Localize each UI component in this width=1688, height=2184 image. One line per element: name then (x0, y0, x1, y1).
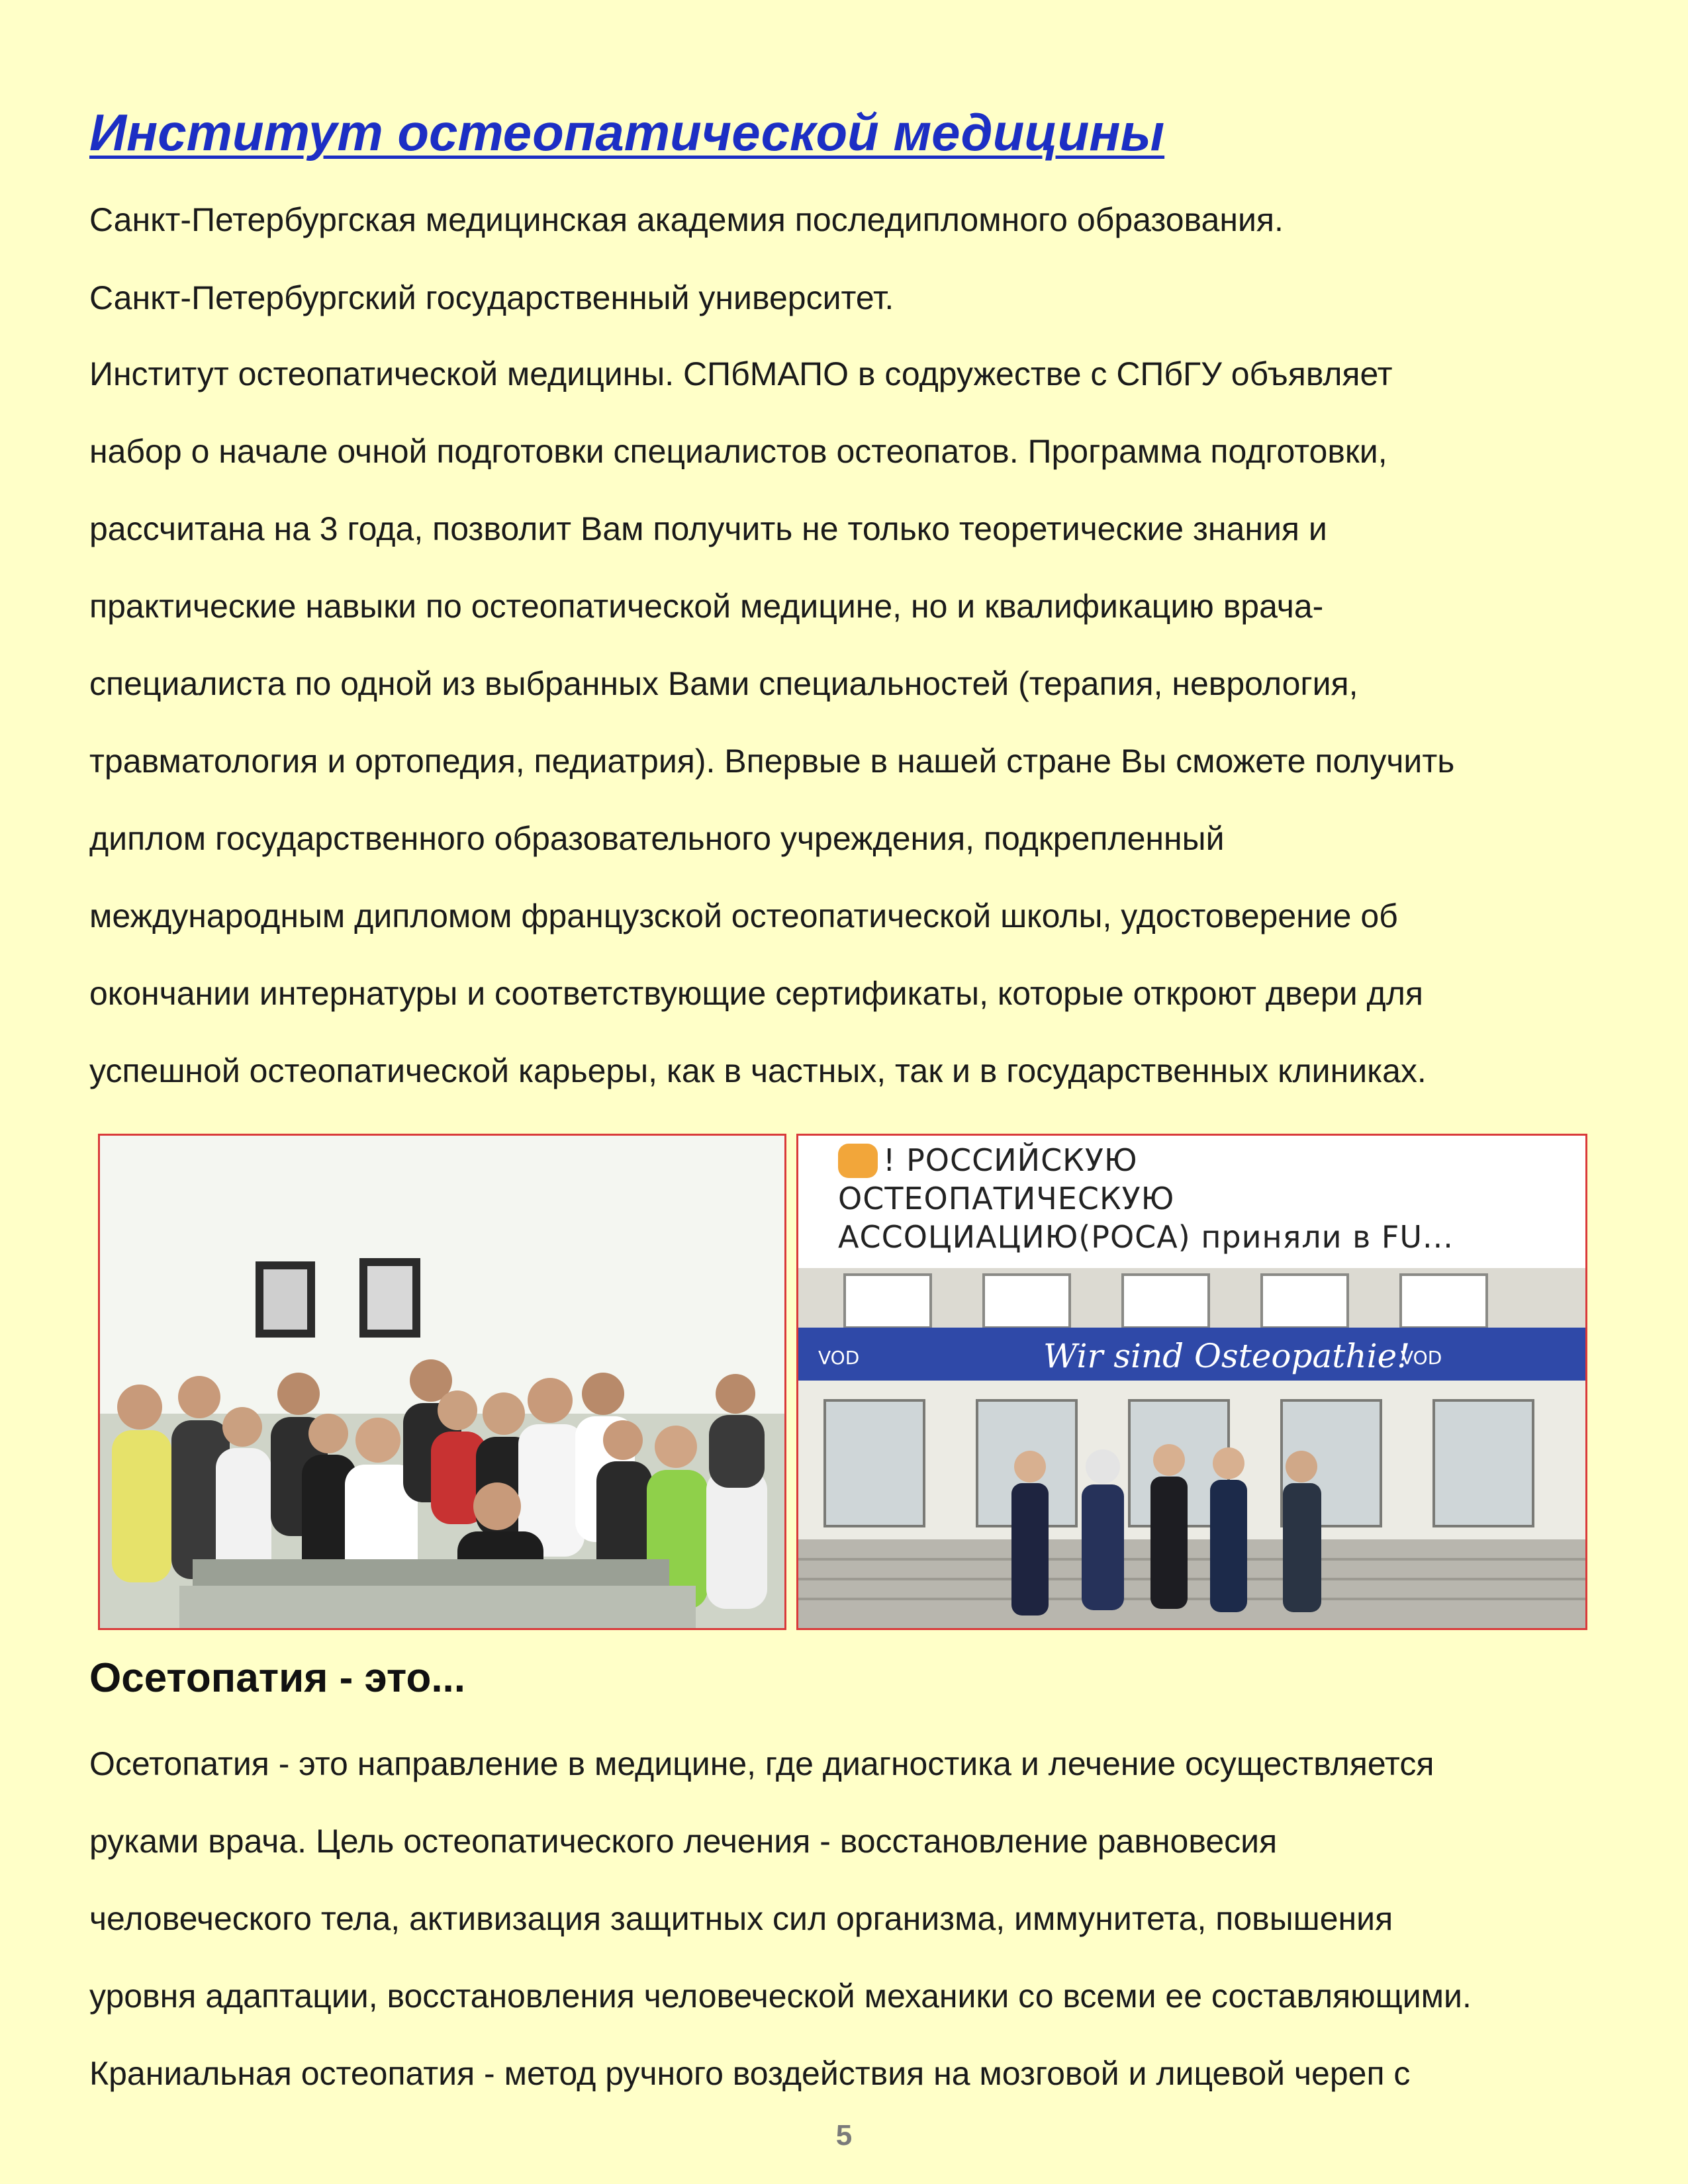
section-line: Краниальная остеопатия - метод ручного воздействия на мозговой и лицевой череп с (89, 2055, 1411, 2092)
page-number: 5 (835, 2119, 853, 2152)
section-line: человеческого тела, активизация защитных сил организма, иммунитета, повышения (89, 1900, 1393, 1937)
body-line: практические навыки по остеопатической медицине, но и квалификацию врача- (89, 588, 1324, 625)
photo-caption (798, 1136, 1585, 1268)
body-line: Институт остеопатической медицины. СПбМАПО в содружестве с СПбГУ объявляет (89, 355, 1393, 392)
section-heading: Осетопатия - это... (89, 1655, 465, 1701)
body-line: травматология и ортопедия, педиатрия). Впервые в нашей стране Вы сможете получить (89, 743, 1455, 780)
body-line: международным дипломом французской остеопатической школы, удостоверение об (89, 897, 1398, 934)
banner-logo: VOD (818, 1347, 860, 1369)
fist-emoji-icon (838, 1144, 878, 1178)
body-line: набор о начале очной подготовки специалистов остеопатов. Программа подготовки, (89, 433, 1387, 470)
body-line: специалиста по одной из выбранных Вами специальностей (терапия, неврология, (89, 665, 1358, 702)
body-line: рассчитана на 3 года, позволит Вам получить не только теоретические знания и (89, 510, 1327, 547)
association-photo (796, 1134, 1587, 1630)
caption-line: ! РОССИЙСКУЮ (883, 1142, 1138, 1178)
intro-line: Санкт-Петербургский государственный университет. (89, 279, 894, 316)
section-line: руками врача. Цель остеопатического лечения - восстановление равновесия (89, 1823, 1278, 1860)
building-illustration (798, 1268, 1585, 1628)
section-line: уровня адаптации, восстановления человеческой механики со всеми ее составляющими. (89, 1978, 1472, 2015)
section-line: Осетопатия - это направление в медицине, где диагностика и лечение осуществляется (89, 1745, 1434, 1782)
body-line: окончании интернатуры и соответствующие сертификаты, которые откроют двери для (89, 975, 1423, 1012)
banner-slogan: Wir sind Osteopathie! (1043, 1337, 1411, 1375)
page-title[interactable]: Институт остеопатической медицины (89, 103, 1165, 161)
body-line: диплом государственного образовательного учреждения, подкрепленный (89, 820, 1225, 857)
caption-line: АССОЦИАЦИЮ(РОСА) приняли в FU... (838, 1219, 1454, 1255)
intro-line: Санкт-Петербургская медицинская академия последипломного образования. (89, 201, 1284, 238)
body-line: успешной остеопатической карьеры, как в частных, так и в государственных клиниках. (89, 1052, 1427, 1089)
group-photo-illustration (100, 1136, 784, 1628)
caption-line: ОСТЕОПАТИЧЕСКУЮ (838, 1181, 1175, 1216)
group-photo (98, 1134, 786, 1630)
banner-logo-right: VOD (1401, 1347, 1442, 1369)
